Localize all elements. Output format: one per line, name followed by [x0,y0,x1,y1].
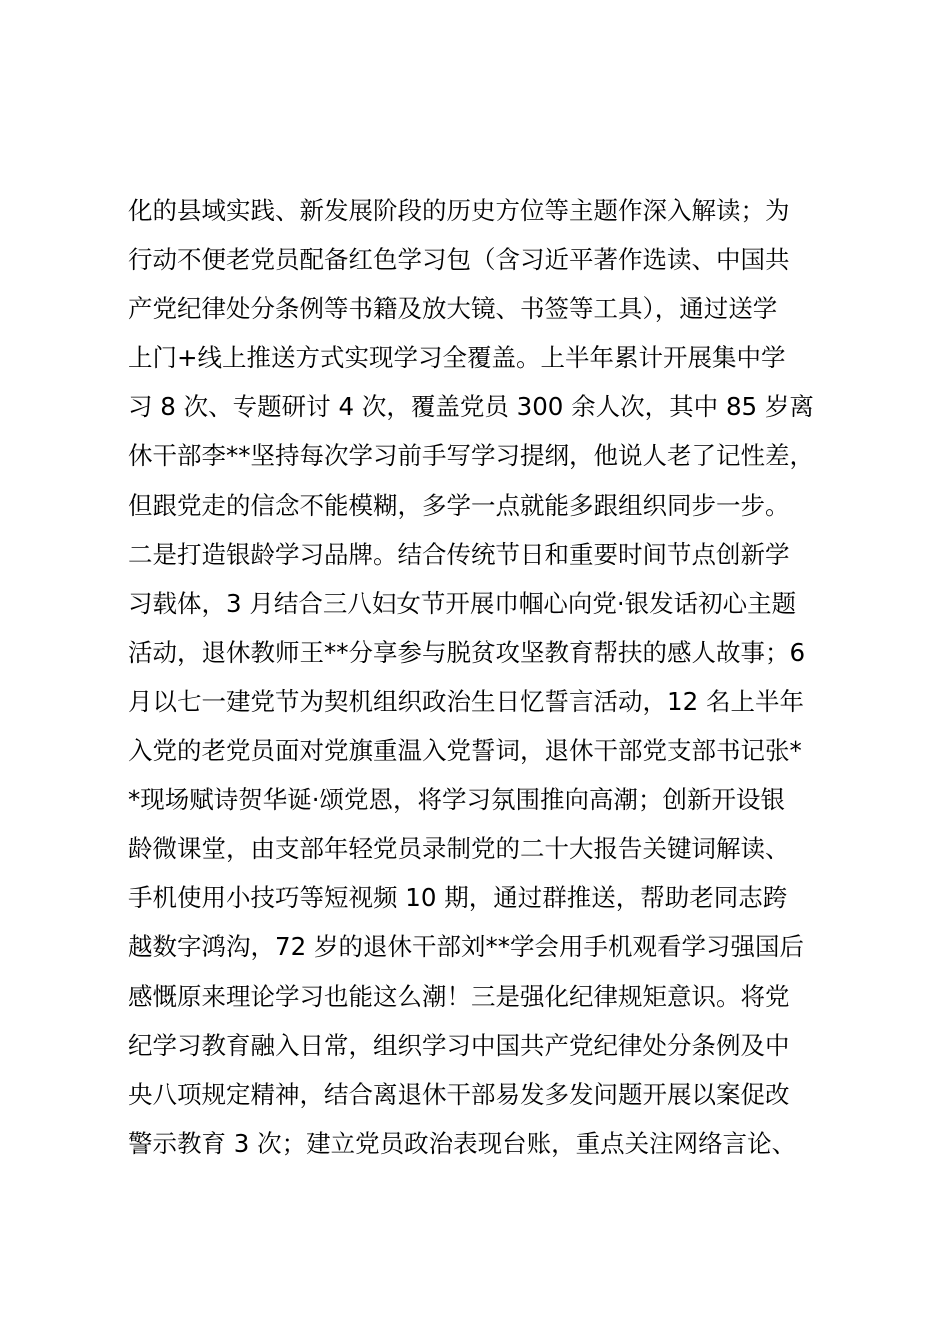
text-line-11: 月以七一建党节为契机组织政治生日忆誓言活动，12 名上半年 [128,686,804,716]
text-line-17: 感慨原来理论学习也能这么潮！三是强化纪律规矩意识。将党 [128,981,790,1011]
body-paragraph [128,186,868,1168]
text-line-14: 龄微课堂，由支部年轻党员录制党的二十大报告关键词解读、 [128,834,790,864]
text-line-15: 手机使用小技巧等短视频 10 期，通过群推送，帮助老同志跨 [128,883,788,913]
text-line-7: 但跟党走的信念不能模糊，多学一点就能多跟组织同步一步。 [128,490,790,520]
text-line-9: 习载体，3 月结合三八妇女节开展巾帼心向党·银发话初心主题 [128,588,797,618]
text-line-18: 纪学习教育融入日常，组织学习中国共产党纪律处分条例及中 [128,1030,790,1060]
text-line-20: 警示教育 3 次；建立党员政治表现台账，重点关注网络言论、 [128,1128,797,1158]
text-line-1: 化的县域实践、新发展阶段的历史方位等主题作深入解读；为 [128,196,790,225]
text-line-4: 上门+线上推送方式实现学习全覆盖。上半年累计开展集中学 [128,343,786,373]
text-line-2: 行动不便老党员配备红色学习包（含习近平著作选读、中国共 [128,245,790,275]
text-line-5: 习 8 次、专题研讨 4 次，覆盖党员 300 余人次，其中 85 岁离 [128,392,814,422]
text-line-10: 活动，退休教师王**分享参与脱贫攻坚教育帮扶的感人故事；6 [128,637,806,667]
text-line-19: 央八项规定精神，结合离退休干部易发多发问题开展以案促改 [128,1079,790,1109]
text-line-12: 入党的老党员面对党旗重温入党誓词，退休干部党支部书记张* [128,736,802,766]
text-line-8: 二是打造银龄学习品牌。结合传统节日和重要时间节点创新学 [128,539,790,569]
text-line-6: 休干部李**坚持每次学习前手写学习提纲，他说人老了记性差， [128,441,814,471]
text-line-3: 产党纪律处分条例等书籍及放大镜、书签等工具），通过送学 [128,294,778,324]
text-line-16: 越数字鸿沟，72 岁的退休干部刘**学会用手机观看学习强国后 [128,932,804,962]
text-line-13: *现场赋诗贺华诞·颂党恩，将学习氛围推向高潮；创新开设银 [128,785,786,815]
